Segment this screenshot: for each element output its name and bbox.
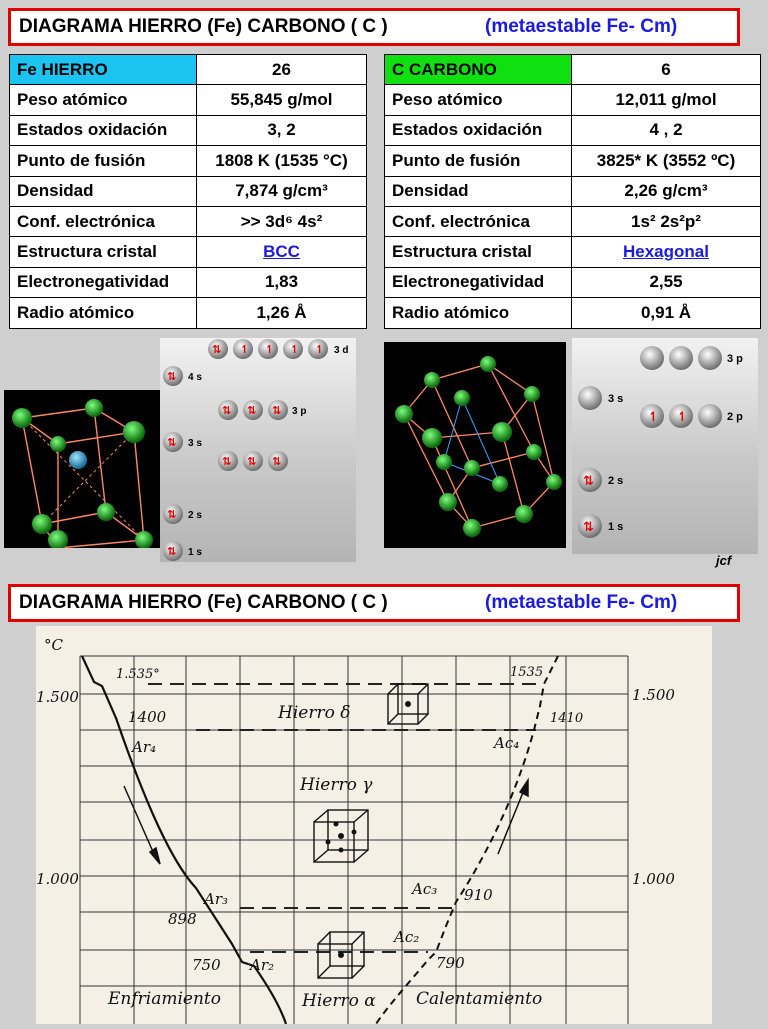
table-row — [385, 146, 761, 176]
svg-text:↿: ↿ — [240, 343, 250, 356]
point-ar2: Ar₂ — [250, 956, 275, 974]
row-value: 1,83 — [197, 267, 367, 297]
row-value: 0,91 Å — [572, 298, 761, 328]
table-row — [10, 115, 367, 145]
temp-1400: 1400 — [128, 708, 167, 726]
fe-label-3s: 3 s — [188, 438, 202, 449]
iron-orbital-drawing — [160, 338, 356, 562]
c-label-3s: 3 s — [608, 393, 624, 405]
title-banner-top — [8, 8, 740, 46]
row-value: 3, 2 — [197, 115, 367, 145]
table-row — [10, 146, 367, 176]
row-value: 55,845 g/mol — [197, 85, 367, 115]
table-row — [10, 298, 367, 328]
row-value-link — [197, 237, 367, 267]
fe-label-4s: 4 s — [188, 372, 202, 383]
row-label: Estructura cristal — [10, 237, 197, 267]
table-row — [10, 237, 367, 267]
carbon-orbital-diagram — [572, 338, 758, 554]
row-label: Electronegatividad — [10, 267, 197, 297]
row-value: 1,26 Å — [197, 298, 367, 328]
hexagonal-crystal-drawing — [384, 342, 566, 548]
y-left-1500: 1.500 — [36, 688, 79, 706]
row-value: 1808 K (1535 °C) — [197, 146, 367, 176]
row-value: 1s² 2s²p² — [572, 206, 761, 236]
temp-1535-left: 1.535° — [116, 667, 160, 682]
point-ac4: Ac₄ — [494, 734, 520, 752]
svg-text:⇅: ⇅ — [167, 370, 177, 383]
table-row — [385, 237, 761, 267]
svg-text:⇅: ⇅ — [167, 436, 177, 449]
transformation-drawing — [36, 626, 712, 1024]
svg-text:↿: ↿ — [315, 343, 325, 356]
axis-unit-label: °C — [44, 636, 63, 654]
temp-910: 910 — [464, 886, 493, 904]
row-label: Peso atómico — [385, 85, 572, 115]
hexagonal-crystal-image — [384, 342, 566, 548]
fe-label-3p: 3 p — [292, 406, 307, 417]
row-label: Electronegatividad — [385, 267, 572, 297]
bcc-crystal-drawing — [4, 390, 160, 548]
temp-790: 790 — [436, 954, 465, 972]
table-row — [385, 267, 761, 297]
temp-1410: 1410 — [550, 711, 584, 726]
row-label: Conf. electrónica — [10, 206, 197, 236]
c-label-2p: 2 p — [727, 411, 743, 423]
row-value: 12,011 g/mol — [572, 85, 761, 115]
cooling-label: Enfriamiento — [108, 989, 221, 1009]
svg-text:↿: ↿ — [265, 343, 275, 356]
carbon-orbital-drawing — [572, 338, 758, 554]
table-row — [10, 176, 367, 206]
title-subtitle-2: (metaestable Fe- Cm) — [485, 592, 678, 613]
title-main-2: DIAGRAMA HIERRO (Fe) CARBONO ( C ) — [19, 592, 388, 613]
iron-orbital-diagram — [160, 338, 356, 562]
bcc-crystal-image — [4, 390, 160, 548]
row-label: Estados oxidación — [385, 115, 572, 145]
c-label-1s: 1 s — [608, 521, 624, 533]
c-label-2s: 2 s — [608, 475, 624, 487]
row-value: 2,26 g/cm³ — [572, 176, 761, 206]
row-value: >> 3d⁶ 4s² — [197, 206, 367, 236]
y-right-1000: 1.000 — [632, 870, 675, 888]
row-label: Radio atómico — [385, 298, 572, 328]
table-row — [10, 267, 367, 297]
fe-label-3d: 3 d — [334, 345, 349, 356]
svg-text:⇅: ⇅ — [167, 545, 177, 558]
point-ar4: Ar₄ — [132, 738, 157, 756]
carbon-header-label: C CARBONO — [385, 55, 572, 85]
row-value: 7,874 g/cm³ — [197, 176, 367, 206]
carbon-properties-table — [384, 54, 761, 329]
row-label: Punto de fusión — [10, 146, 197, 176]
svg-text:⇅: ⇅ — [583, 520, 594, 535]
svg-text:⇅: ⇅ — [222, 455, 232, 468]
author-credit: jcf — [716, 553, 732, 568]
row-label: Densidad — [10, 176, 197, 206]
svg-text:⇅: ⇅ — [222, 404, 232, 417]
title-banner-bottom — [8, 584, 740, 622]
row-value: 3825* K (3552 ºC) — [572, 146, 761, 176]
heating-label: Calentamiento — [416, 989, 543, 1009]
temp-1535-right: 1535 — [510, 665, 544, 680]
row-value: 2,55 — [572, 267, 761, 297]
y-right-1500: 1.500 — [632, 686, 675, 704]
svg-text:⇅: ⇅ — [247, 404, 257, 417]
fe-label-2s: 2 s — [188, 510, 202, 521]
svg-text:↿: ↿ — [648, 410, 659, 425]
row-label: Estructura cristal — [385, 237, 572, 267]
bcc-link[interactable]: BCC — [263, 242, 300, 262]
y-left-1000: 1.000 — [36, 870, 79, 888]
table-row — [385, 85, 761, 115]
row-label: Densidad — [385, 176, 572, 206]
svg-text:⇅: ⇅ — [272, 404, 282, 417]
svg-text:⇅: ⇅ — [167, 508, 177, 521]
table-row — [385, 115, 761, 145]
point-ac2: Ac₂ — [394, 928, 420, 946]
point-ar3: Ar₃ — [204, 890, 229, 908]
iron-atomic-number: 26 — [197, 55, 367, 85]
iron-transformation-diagram — [36, 626, 712, 1024]
svg-text:⇅: ⇅ — [583, 474, 594, 489]
svg-text:⇅: ⇅ — [272, 455, 282, 468]
row-label: Punto de fusión — [385, 146, 572, 176]
row-label: Peso atómico — [10, 85, 197, 115]
phase-gamma-label: Hierro γ — [300, 775, 373, 795]
row-value: 4 , 2 — [572, 115, 761, 145]
table-row — [385, 176, 761, 206]
carbon-atomic-number: 6 — [572, 55, 761, 85]
row-label: Estados oxidación — [10, 115, 197, 145]
table-row — [10, 85, 367, 115]
table-header-row — [10, 55, 367, 85]
temp-898: 898 — [168, 910, 197, 928]
fe-label-1s: 1 s — [188, 547, 202, 558]
phase-delta-label: Hierro δ — [278, 703, 351, 723]
temp-750: 750 — [192, 956, 221, 974]
table-row — [385, 206, 761, 236]
iron-properties-table — [9, 54, 367, 329]
point-ac3: Ac₃ — [412, 880, 438, 898]
title-subtitle: (metaestable Fe- Cm) — [485, 16, 678, 37]
table-row — [10, 206, 367, 236]
table-row — [385, 298, 761, 328]
svg-text:↿: ↿ — [677, 410, 688, 425]
svg-text:⇅: ⇅ — [247, 455, 257, 468]
title-main: DIAGRAMA HIERRO (Fe) CARBONO ( C ) — [19, 16, 388, 37]
c-label-3p: 3 p — [727, 353, 743, 365]
svg-text:⇅: ⇅ — [212, 343, 222, 356]
hexagonal-link[interactable]: Hexagonal — [623, 242, 709, 262]
iron-header-label: Fe HIERRO — [10, 55, 197, 85]
row-label: Radio atómico — [10, 298, 197, 328]
phase-alpha-label: Hierro α — [302, 991, 376, 1011]
table-header-row — [385, 55, 761, 85]
row-value-link — [572, 237, 761, 267]
row-label: Conf. electrónica — [385, 206, 572, 236]
svg-text:↿: ↿ — [290, 343, 300, 356]
